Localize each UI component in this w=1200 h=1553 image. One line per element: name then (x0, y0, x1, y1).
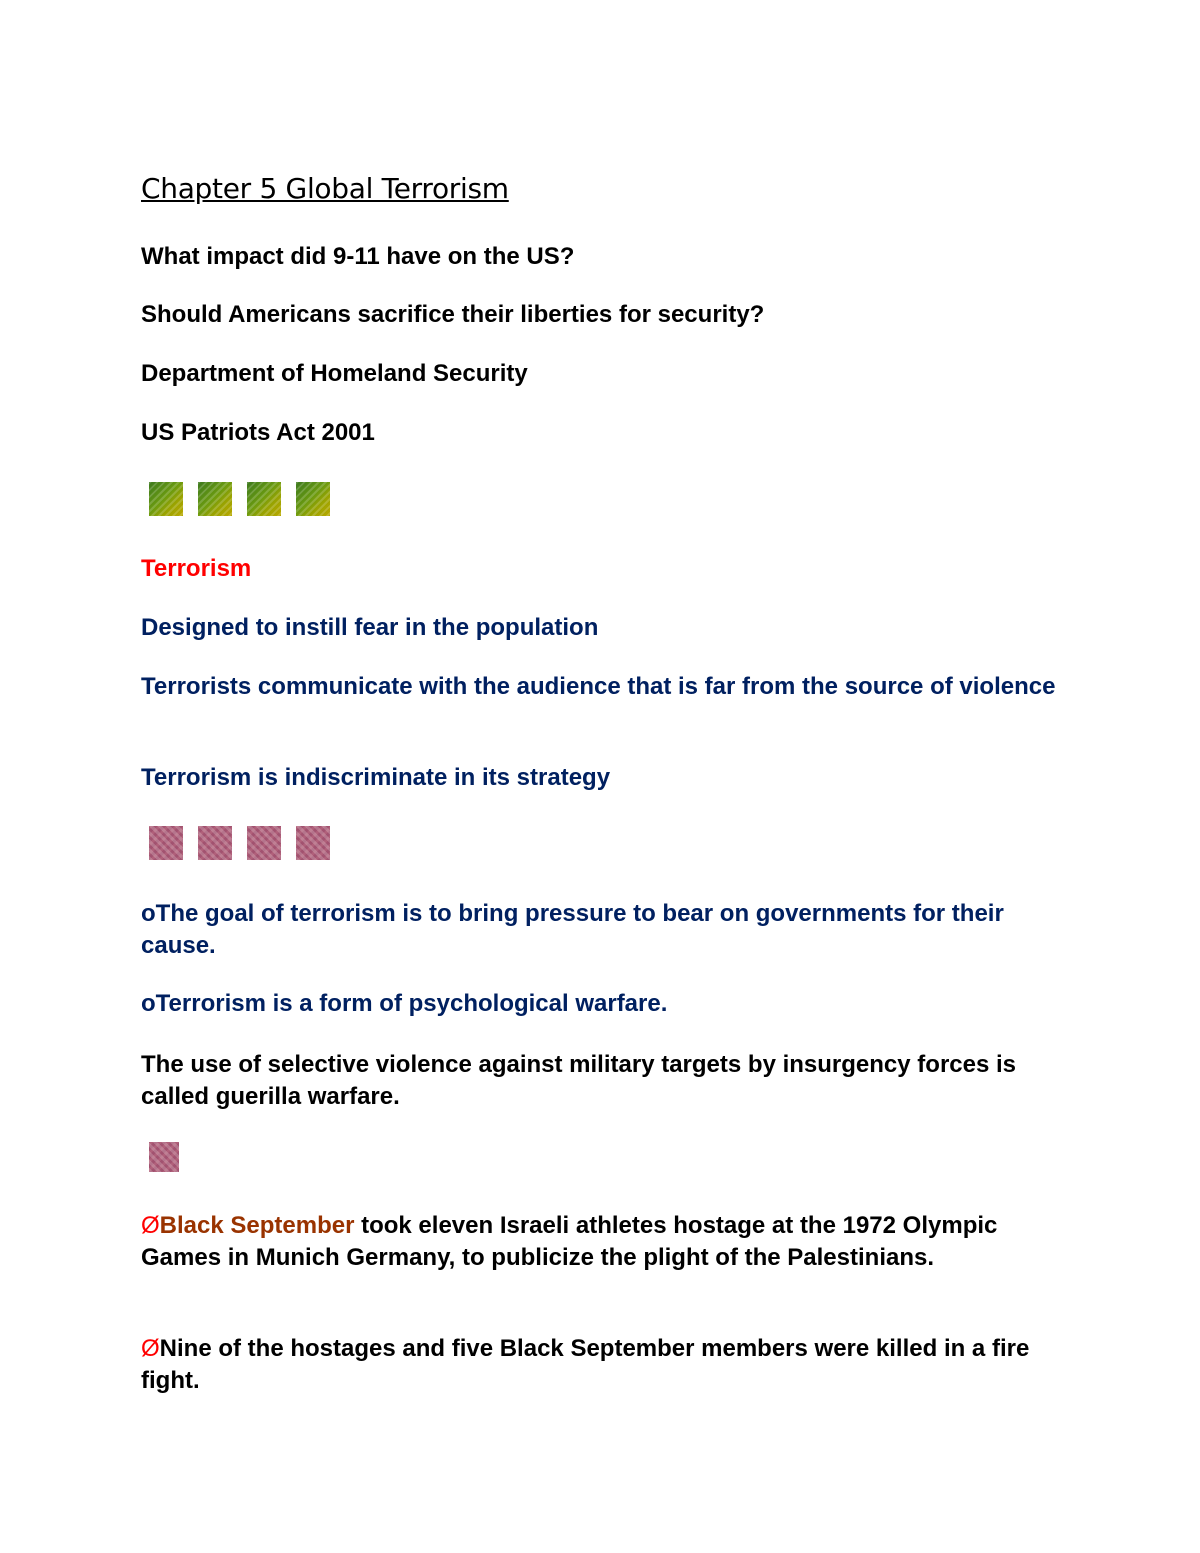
green-square-icon (149, 482, 183, 516)
green-bullet-icon-row (149, 482, 330, 518)
guerilla-warfare-paragraph: The use of selective violence against military targets by insurgency forces is called guerilla warfare. (141, 1051, 1017, 1110)
pink-square-icon (247, 826, 281, 860)
empty-set-bullet: Ø (141, 1335, 160, 1362)
definition-indiscriminate: Terrorism is indiscriminate in its strategy (141, 764, 611, 791)
section-heading-terrorism: Terrorism (141, 555, 252, 582)
hostages-paragraph: ØNine of the hostages and five Black September members were killed in a fire fight. (141, 1335, 1030, 1394)
definition-audience: Terrorists communicate with the audience that is far from the source of violence (141, 673, 1056, 700)
pink-square-icon (149, 1142, 179, 1172)
circle-bullet: o (141, 900, 156, 927)
green-square-icon (247, 482, 281, 516)
pink-square-icon (198, 826, 232, 860)
circle-bullet: o (141, 990, 156, 1017)
pink-square-icon (296, 826, 330, 860)
single-pink-icon-row (149, 1142, 179, 1178)
patriots-act-line: US Patriots Act 2001 (141, 419, 375, 446)
goal-psychological: oTerrorism is a form of psychological warfare. (141, 990, 668, 1017)
question-911-impact: What impact did 9-11 have on the US? (141, 243, 575, 270)
page-title: Chapter 5 Global Terrorism (141, 172, 509, 205)
question-liberties: Should Americans sacrifice their liberties for security? (141, 301, 765, 328)
empty-set-bullet: Ø (141, 1212, 160, 1239)
definition-fear: Designed to instill fear in the population (141, 614, 599, 641)
goal-pressure: oThe goal of terrorism is to bring pressure to bear on governments for their cause. (141, 900, 1004, 959)
homeland-security-line: Department of Homeland Security (141, 360, 528, 387)
black-september-name: Black September (159, 1212, 355, 1239)
green-square-icon (198, 482, 232, 516)
pink-square-icon (149, 826, 183, 860)
green-square-icon (296, 482, 330, 516)
black-september-paragraph: ØBlack September took eleven Israeli athletes hostage at the 1972 Olympic Games in Munich Germany, to publicize the plight of the Palestinians. (141, 1212, 998, 1271)
pink-bullet-icon-row (149, 826, 330, 862)
